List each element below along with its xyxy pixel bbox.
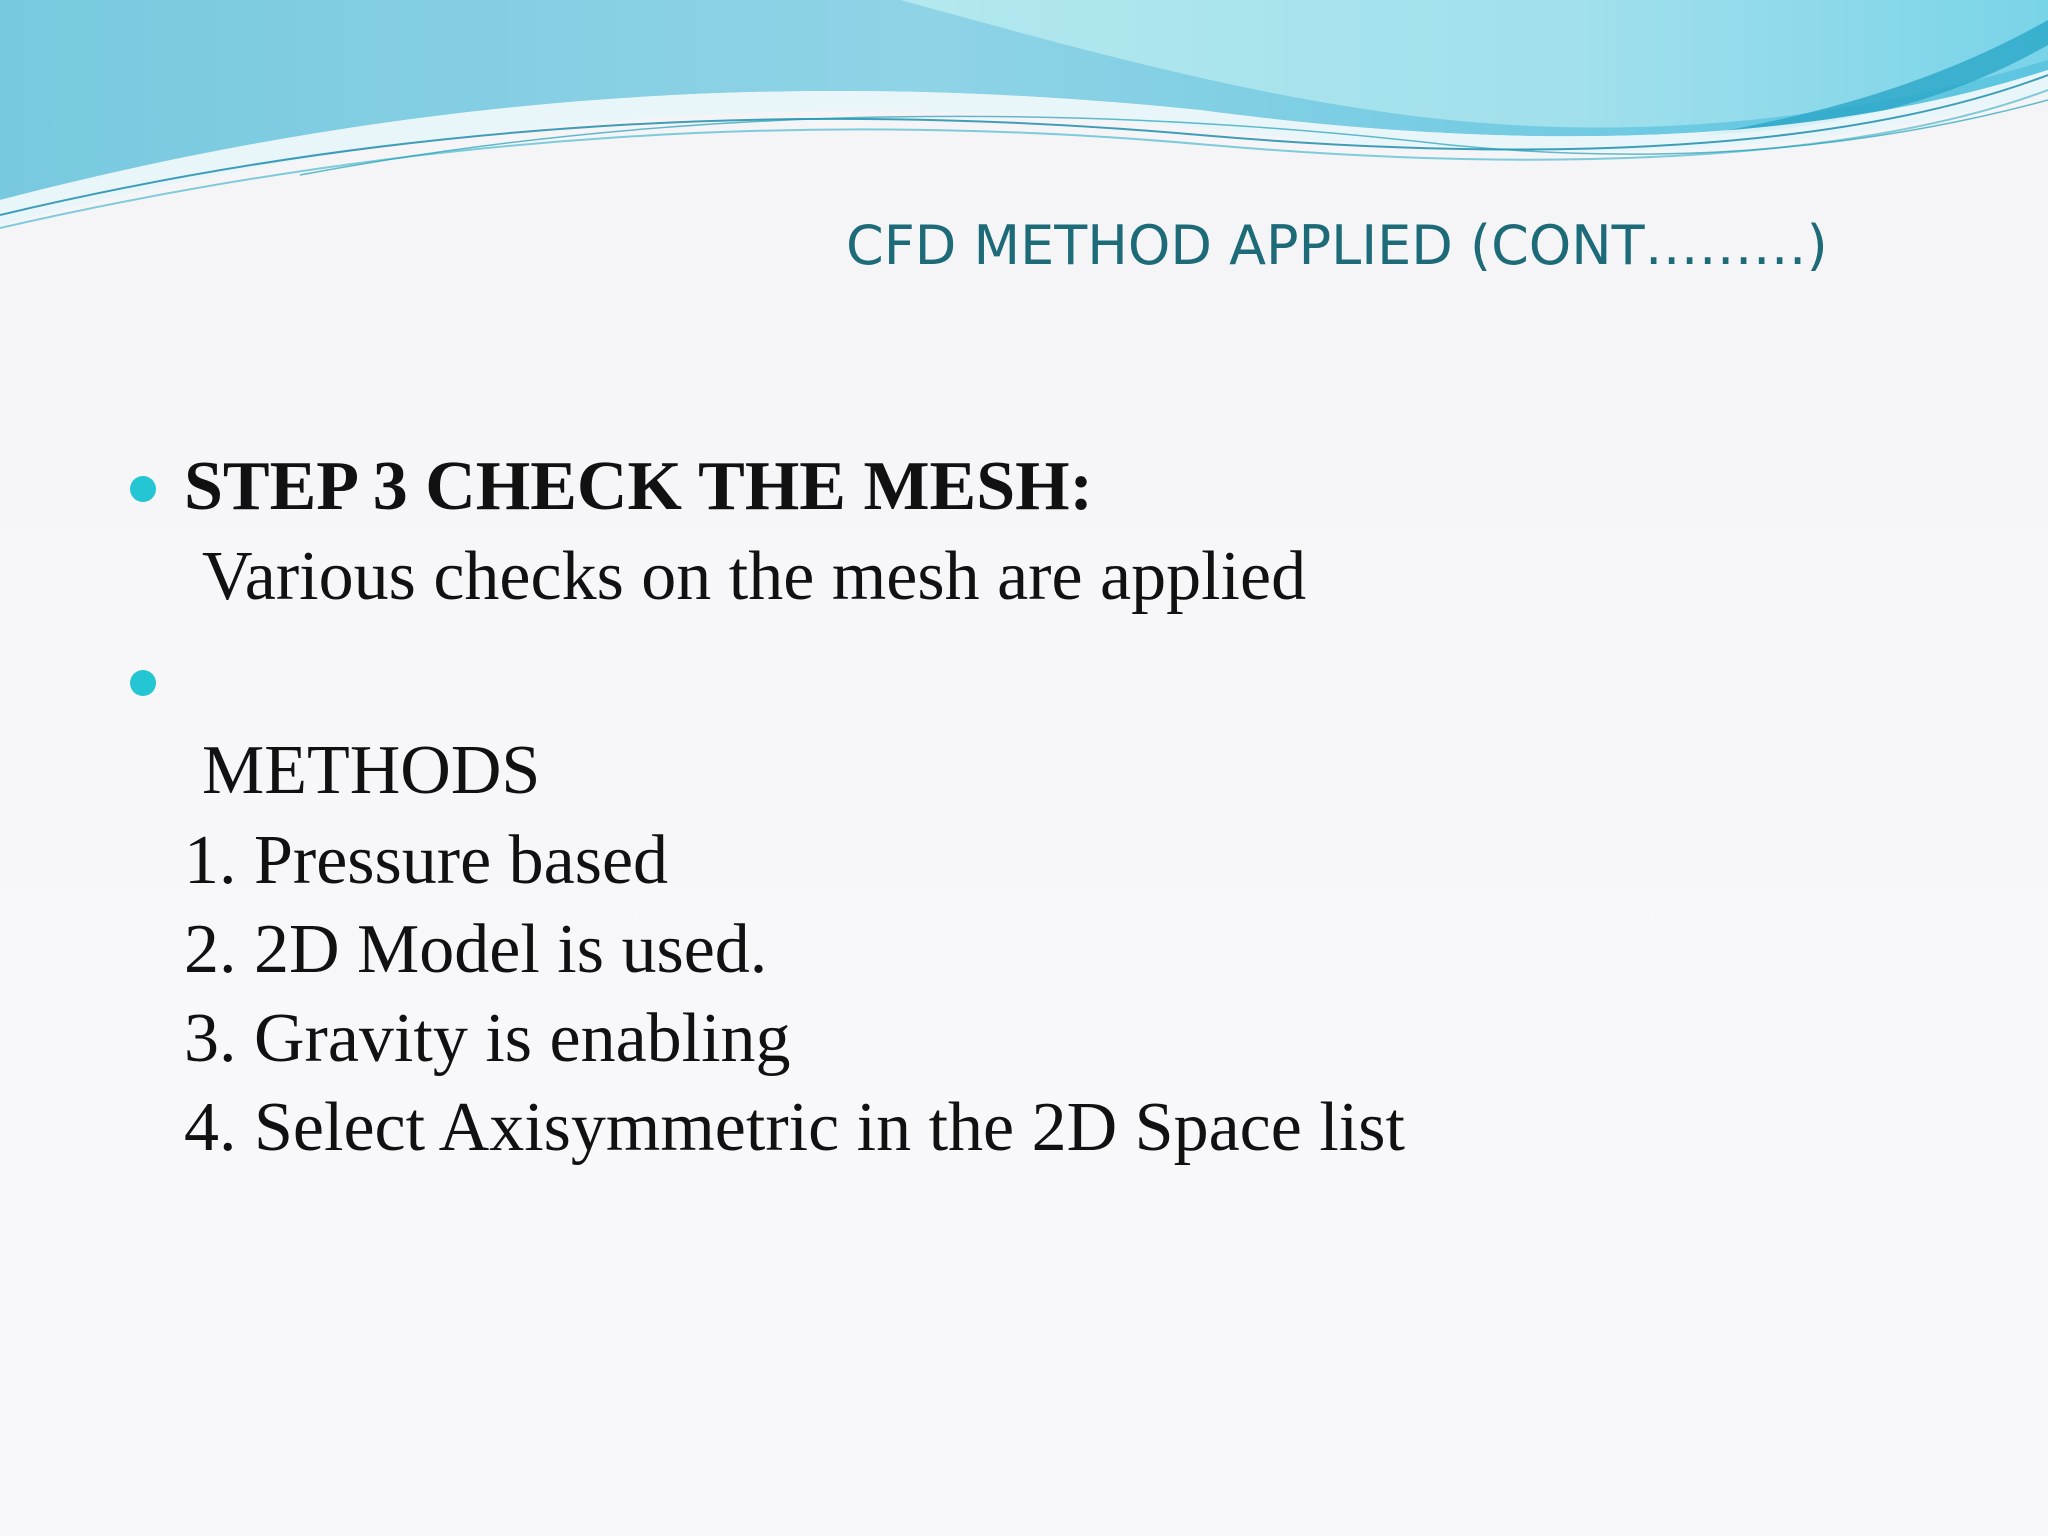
method-item: 1. Pressure based: [184, 822, 669, 899]
method-item: 4. Select Axisymmetric in the 2D Space list: [184, 1089, 1405, 1166]
step-heading: STEP 3 CHECK THE MESH:: [184, 448, 1093, 525]
methods-label: METHODS: [202, 732, 541, 809]
bullet-dot-icon: [130, 476, 156, 502]
method-item: 2. 2D Model is used.: [184, 911, 768, 988]
bullet-dot-icon: [130, 670, 156, 696]
method-item: 3. Gravity is enabling: [184, 1000, 791, 1077]
step-description: Various checks on the mesh are applied: [202, 538, 1307, 615]
header-wave-decoration: [0, 0, 2048, 240]
slide-title: CFD METHOD APPLIED (CONT………): [846, 214, 1828, 277]
